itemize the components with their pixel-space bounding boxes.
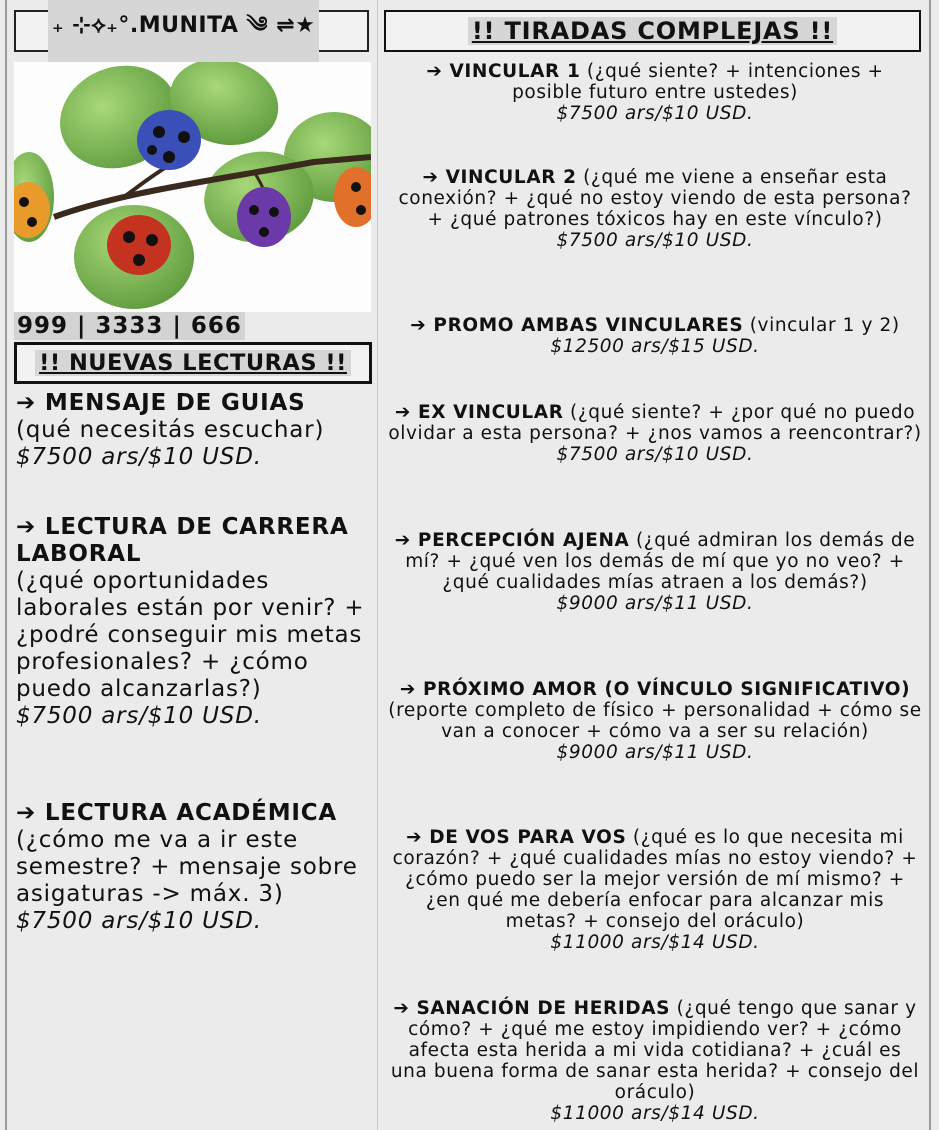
right-item — [388, 167, 922, 251]
new-readings-title: !! NUEVAS LECTURAS !! — [35, 350, 351, 376]
item-title: ➔ PROMO AMBAS VINCULARES — [410, 315, 744, 336]
right-item — [388, 61, 922, 124]
item-description: (reporte completo de físico + personalidad + cómo se van a conocer + cómo va a ser su relación) — [388, 700, 922, 742]
right-item — [388, 315, 922, 357]
column-divider — [377, 0, 378, 1130]
item-title: ➔ LECTURA DE CARRERA LABORAL — [16, 514, 349, 567]
item-price: $12500 ars/$15 USD. — [550, 336, 760, 357]
item-price: $7500 ars/$10 USD. — [16, 908, 262, 934]
complex-spreads-title: !! TIRADAS COMPLEJAS !! — [468, 17, 837, 45]
item-title: ➔ LECTURA ACADÉMICA — [16, 800, 338, 826]
item-price: $7500 ars/$10 USD. — [16, 703, 262, 729]
right-item — [388, 827, 922, 953]
item-price: $11000 ars/$14 USD. — [550, 1103, 760, 1124]
item-description: (¿qué siente? + intenciones + posible futuro entre ustedes) — [512, 61, 884, 103]
item-title: ➔ SANACIÓN DE HERIDAS — [393, 998, 671, 1019]
brand-title: ₊ ⊹⟡₊°.MUNITA ༄ ⇌★ — [48, 0, 319, 64]
item-price: $7500 ars/$10 USD. — [16, 444, 262, 470]
item-description: (¿qué es lo que necesita mi corazón? + ¿qué cualidades mías no estoy viendo? + ¿cómo puedo ser la mejor versión de mí mismo? + ¿en qué me debería enfocar para alcanzar mis metas? + consejo del oráculo) — [392, 827, 918, 932]
item-title: ➔ MENSAJE DE GUIAS — [16, 390, 306, 416]
item-title: ➔ DE VOS PARA VOS — [406, 827, 627, 848]
item-title: ➔ VINCULAR 1 — [426, 61, 581, 82]
item-description: (¿qué oportunidades laborales están por venir? + ¿podré conseguir mis metas profesionales? + ¿cómo puedo alcanzarlas?) — [16, 568, 365, 702]
page-border-left — [5, 0, 7, 1130]
ladybug-photo — [14, 62, 371, 312]
item-title: ➔ VINCULAR 2 — [422, 167, 577, 188]
item-description: (vincular 1 y 2) — [749, 315, 900, 336]
item-description: (¿qué tengo que sanar y cómo? + ¿qué me estoy impidiendo ver? + ¿cómo afecta esta herida a mi vida cotidiana? + ¿cuál es una buena forma de sanar esta herida? + consejo del oráculo) — [390, 998, 920, 1103]
item-title: ➔ EX VINCULAR — [394, 402, 564, 423]
item-title: ➔ PRÓXIMO AMOR (O VÍNCULO SIGNIFICATIVO) — [399, 679, 911, 700]
right-item — [388, 679, 922, 763]
ladybug-illustration — [14, 62, 371, 312]
item-price: $7500 ars/$10 USD. — [556, 444, 754, 465]
item-description: (¿qué admiran los demás de mí? + ¿qué ven los demás de mí que yo no veo? + ¿qué cualidades mías atraen a los demás?) — [405, 530, 916, 593]
new-readings-heading — [14, 342, 372, 384]
item-price: $9000 ars/$11 USD. — [556, 742, 754, 763]
complex-spreads-heading — [384, 10, 921, 52]
page-border-right — [929, 0, 931, 1130]
item-description: (¿qué siente? + ¿por qué no puedo olvidar a esta persona? + ¿nos vamos a reencontrar?) — [388, 402, 922, 444]
angel-numbers: 999 | 3333 | 666 — [14, 312, 245, 340]
item-description: (¿qué me viene a enseñar esta conexión? + ¿qué no estoy viendo de esta persona? + ¿qué patrones tóxicos hay en este vínculo?) — [398, 167, 912, 230]
left-item — [16, 514, 366, 730]
brand-header — [14, 10, 369, 52]
item-price: $7500 ars/$10 USD. — [556, 230, 754, 251]
item-price: $11000 ars/$14 USD. — [550, 932, 760, 953]
right-item — [388, 530, 922, 614]
left-item — [16, 390, 366, 471]
item-title: ➔ PERCEPCIÓN AJENA — [394, 530, 630, 551]
item-price: $7500 ars/$10 USD. — [556, 103, 754, 124]
item-description: (¿cómo me va a ir este semestre? + mensaje sobre asigaturas -> máx. 3) — [16, 827, 358, 907]
right-item — [388, 998, 922, 1124]
item-description: (qué necesitás escuchar) — [16, 417, 325, 443]
right-item — [388, 402, 922, 465]
item-price: $9000 ars/$11 USD. — [556, 593, 754, 614]
left-item — [16, 800, 366, 935]
